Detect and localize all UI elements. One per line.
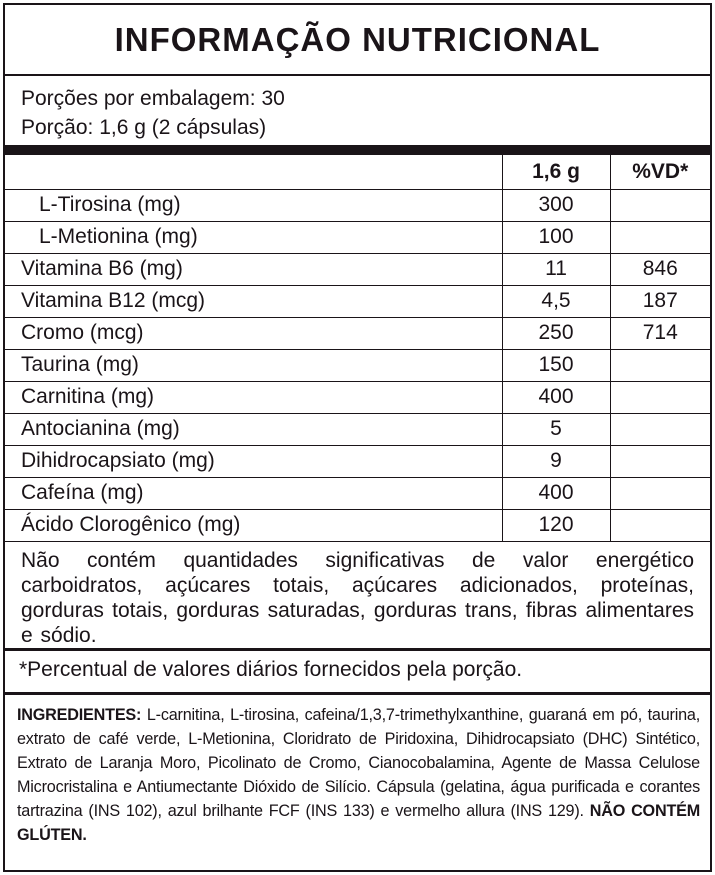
gluten-warning: NÃO CONTÉM GLÚTEN. (17, 802, 701, 844)
separator-bar (5, 145, 710, 155)
nutrient-qty: 300 (502, 189, 610, 221)
nutrient-name: Carnitina (mg) (5, 381, 502, 413)
nutrient-vd: 846 (610, 253, 710, 285)
nutrient-name: Taurina (mg) (5, 349, 502, 381)
nutrient-qty: 4,5 (502, 285, 610, 317)
nutrient-qty: 9 (502, 445, 610, 477)
nutrient-name: Cromo (mcg) (5, 317, 502, 349)
table-row (5, 189, 710, 221)
daily-value-footnote: *Percentual de valores diários fornecidos pela porção. (5, 648, 710, 692)
table-row (5, 285, 710, 317)
nutrient-qty: 120 (502, 509, 610, 541)
nutrition-table (5, 155, 710, 541)
portion-info (5, 76, 710, 145)
nutrient-name: Cafeína (mg) (5, 477, 502, 509)
portions-per-package: Porções por embalagem: 30 (21, 87, 285, 110)
nutrient-name: L-Tirosina (mg) (5, 189, 502, 221)
nutrient-qty: 11 (502, 253, 610, 285)
portion-size: Porção: 1,6 g (2 cápsulas) (21, 116, 267, 139)
nutrient-vd (610, 189, 710, 221)
panel-title: INFORMAÇÃO NUTRICIONAL (5, 5, 710, 76)
nutrient-name: L-Metionina (mg) (5, 221, 502, 253)
nutrient-qty: 150 (502, 349, 610, 381)
nutrient-qty: 250 (502, 317, 610, 349)
nutrient-qty: 5 (502, 413, 610, 445)
table-row (5, 413, 710, 445)
ingredients-text (5, 692, 710, 847)
nutrient-qty: 100 (502, 221, 610, 253)
nutrient-qty: 400 (502, 477, 610, 509)
table-row (5, 381, 710, 413)
nutrient-vd (610, 477, 710, 509)
header-vd: %VD* (632, 159, 689, 183)
table-row (5, 253, 710, 285)
nutrient-vd: 187 (610, 285, 710, 317)
nutrient-vd (610, 413, 710, 445)
ingredients-list: L-carnitina, L-tirosina, cafeina/1,3,7-trimethylxanthine, guaraná em pó, taurina, extrato de café verde, L-Metionina, Cloridrato de Piridoxina, Dihidrocapsiato (DHC) Sintético, Extrato de Laranja Moro, Picolinato de Cromo, Cianocobalamina, Agente de Massa Celulose Microcristalina e Antiumectante Dióxido de Silício. Cápsula (gelatina, água purificada e corantes tartrazina (INS 102), azul brilhante FCF (INS 133) e vermelho allura (INS 129). (17, 706, 700, 820)
header-name-cell (5, 155, 502, 189)
nutrient-name: Antocianina (mg) (5, 413, 502, 445)
nutrient-vd (610, 349, 710, 381)
table-row (5, 349, 710, 381)
nutrient-name: Vitamina B12 (mcg) (5, 285, 502, 317)
nutrition-facts-panel (3, 3, 712, 872)
ingredients-label: INGREDIENTES: (17, 706, 142, 724)
nutrient-name: Dihidrocapsiato (mg) (5, 445, 502, 477)
nutrient-vd (610, 221, 710, 253)
nutrient-vd (610, 509, 710, 541)
header-qty: 1,6 g (502, 155, 610, 189)
nutrient-vd: 714 (610, 317, 710, 349)
table-header-row (5, 155, 710, 189)
nutrient-qty: 400 (502, 381, 610, 413)
table-row (5, 477, 710, 509)
table-row (5, 509, 710, 541)
insignificant-values-notice: Não contém quantidades significativas de valor energético carboidratos, açúcares totais, açúcares adicionados, proteínas, gorduras totais, gorduras saturadas, gorduras trans, fibras alimentares e sódio. (5, 541, 710, 648)
table-row (5, 317, 710, 349)
nutrient-name: Ácido Clorogênico (mg) (5, 509, 502, 541)
table-row (5, 445, 710, 477)
nutrient-name: Vitamina B6 (mg) (5, 253, 502, 285)
nutrient-vd (610, 445, 710, 477)
nutrient-vd (610, 381, 710, 413)
table-row (5, 221, 710, 253)
